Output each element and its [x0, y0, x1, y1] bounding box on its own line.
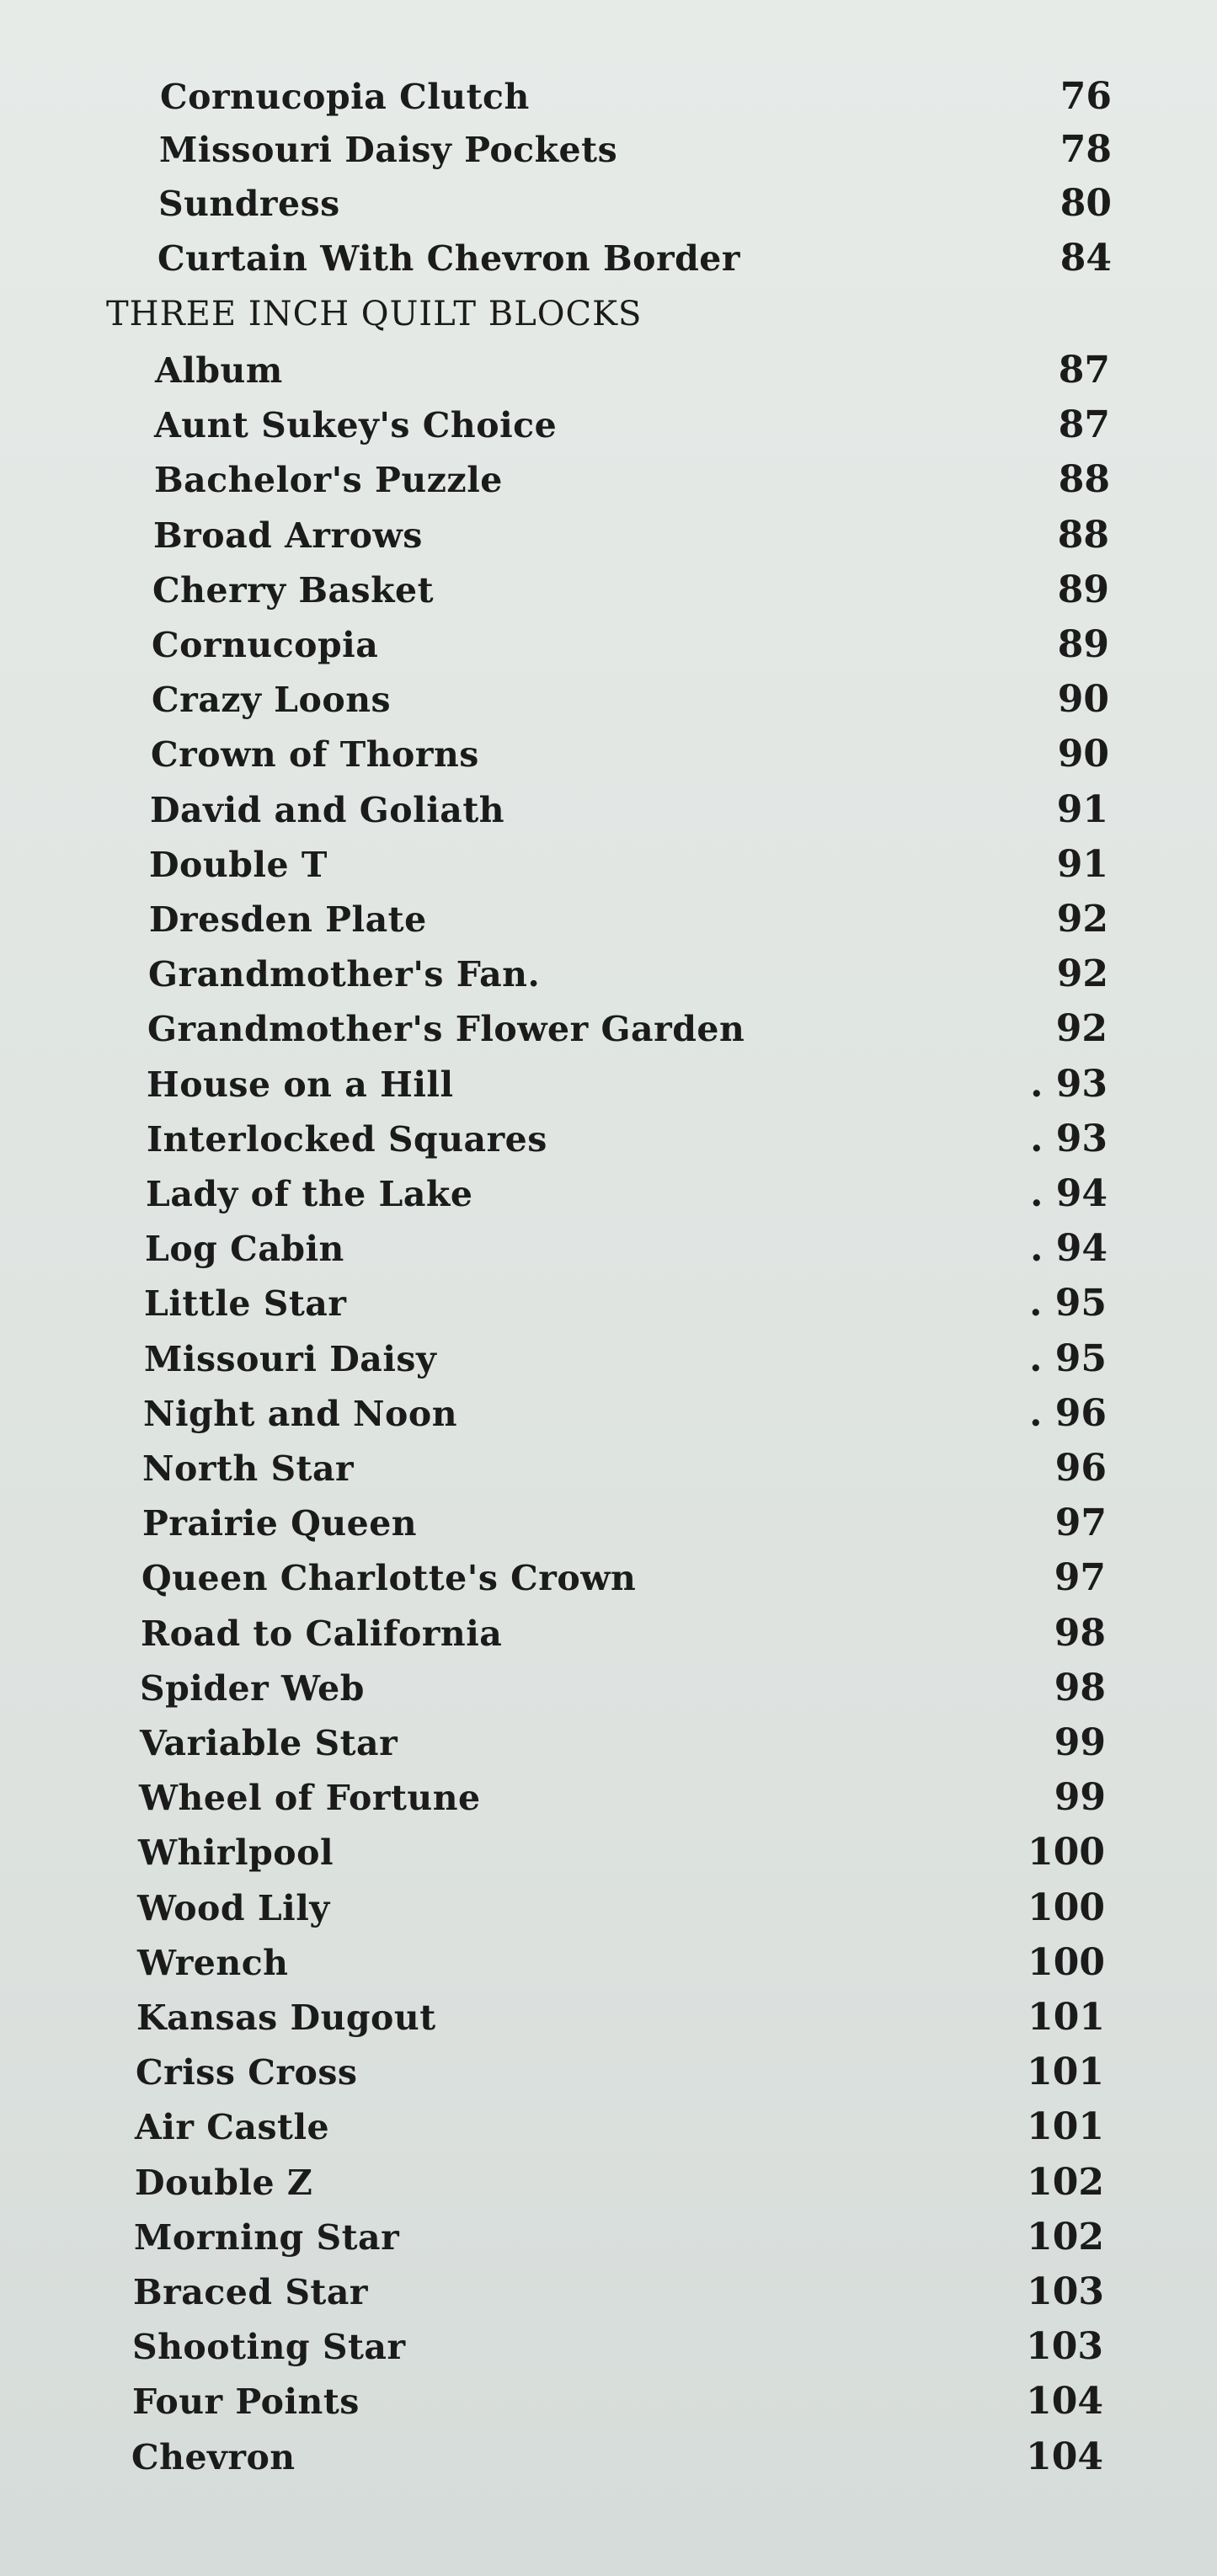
toc-entry: [0, 1883, 1217, 1933]
toc-entry-page: 100: [1028, 1941, 1105, 1984]
toc-entry-page: 89: [1057, 623, 1109, 666]
toc-entry-page: 103: [1026, 2325, 1103, 2368]
toc-entry-title: Grandmother's Flower Garden: [147, 1009, 745, 1049]
toc-entry: [0, 1334, 1217, 1384]
toc-entry: [0, 125, 1217, 175]
toc-entry-title: Aunt Sukey's Choice: [154, 405, 558, 445]
toc-entry-page: . 93: [1030, 1117, 1108, 1160]
toc-entry: [0, 2322, 1217, 2372]
toc-entry: [0, 2157, 1217, 2208]
toc-entry-title: Prairie Queen: [142, 1503, 418, 1544]
toc-entry-page: 98: [1054, 1667, 1106, 1709]
toc-entry-title: Dresden Plate: [149, 899, 427, 940]
toc-entry-title: Curtain With Chevron Border: [157, 238, 740, 279]
toc-entry-title: North Star: [142, 1448, 355, 1489]
toc-entry: [0, 2432, 1217, 2483]
toc-entry-title: Log Cabin: [145, 1229, 344, 1269]
toc-entry-page: 100: [1028, 1886, 1105, 1929]
toc-entry-title: Chevron: [131, 2437, 296, 2477]
toc-entry: [0, 1004, 1217, 1054]
toc-entry-title: Night and Noon: [143, 1394, 458, 1434]
toc-entry-title: Double Z: [135, 2163, 313, 2203]
toc-entry-page: 76: [1060, 75, 1112, 118]
toc-entry-title: Missouri Daisy Pockets: [159, 130, 618, 170]
toc-entry: [0, 840, 1217, 890]
toc-entry-page: 92: [1055, 1007, 1108, 1050]
toc-entry: [0, 620, 1217, 670]
toc-entry-page: 101: [1027, 2051, 1104, 2093]
toc-entry: [0, 510, 1217, 561]
toc-entry-page: 80: [1060, 182, 1112, 225]
toc-entry-title: Cornucopia Clutch: [160, 77, 530, 117]
toc-entry-page: 92: [1056, 952, 1108, 995]
toc-entry-title: Interlocked Squares: [147, 1119, 547, 1160]
toc-entry-title: Variable Star: [140, 1723, 398, 1763]
toc-entry: [0, 1773, 1217, 1823]
toc-entry-title: Little Star: [144, 1283, 347, 1324]
toc-entry: [0, 2047, 1217, 2098]
toc-entry-page: 88: [1058, 458, 1110, 501]
toc-entry-page: 103: [1027, 2270, 1104, 2313]
toc-entry: [0, 455, 1217, 505]
toc-entry: [0, 345, 1217, 396]
toc-entry-page: 97: [1054, 1556, 1106, 1599]
toc-entry-page: 104: [1026, 2435, 1103, 2478]
toc-entry-title: Crown of Thorns: [151, 734, 479, 775]
toc-entry: [0, 1498, 1217, 1549]
section-heading: THREE INCH QUILT BLOCKS: [106, 295, 643, 333]
toc-entry-page: 102: [1027, 2161, 1104, 2204]
toc-entry: [0, 72, 1217, 122]
toc-entry-page: 96: [1054, 1447, 1107, 1490]
toc-entry-title: Kansas Dugout: [136, 1997, 436, 2038]
toc-entry-title: Spider Web: [140, 1668, 365, 1709]
toc-entry: [0, 1224, 1217, 1274]
toc-entry-page: 92: [1056, 898, 1108, 941]
toc-entry: [0, 1938, 1217, 1988]
toc-entry: [0, 1059, 1217, 1110]
toc-entry: [0, 894, 1217, 945]
toc-entry-page: . 94: [1030, 1172, 1108, 1215]
toc-entry-page: . 93: [1030, 1063, 1108, 1106]
toc-entry-title: David and Goliath: [150, 790, 505, 830]
toc-entry: [0, 1114, 1217, 1165]
toc-entry: [0, 1389, 1217, 1439]
toc-entry-page: 90: [1057, 678, 1109, 721]
toc-entry: [0, 1663, 1217, 1714]
toc-entry: [0, 1278, 1217, 1329]
toc-entry-title: Double T: [149, 845, 328, 885]
toc-entry: [0, 949, 1217, 1000]
toc-entry-page: 78: [1060, 128, 1112, 171]
toc-entry-page: 101: [1028, 1996, 1105, 2039]
toc-entry-page: 89: [1057, 568, 1109, 611]
toc-entry-title: Wood Lily: [137, 1888, 330, 1928]
toc-entry-title: Broad Arrows: [153, 515, 423, 556]
toc-entry-title: Lady of the Lake: [146, 1174, 473, 1214]
toc-entry: [0, 400, 1217, 451]
toc-entry-title: Whirlpool: [138, 1832, 334, 1873]
toc-entry-title: Grandmother's Fan.: [148, 954, 541, 995]
toc-entry-page: 91: [1056, 788, 1108, 831]
toc-entry: [0, 1992, 1217, 2043]
toc-entry-page: 98: [1054, 1612, 1106, 1655]
toc-entry-page: 87: [1058, 403, 1110, 446]
toc-entry: [0, 1443, 1217, 1494]
toc-entry-page: . 95: [1029, 1282, 1107, 1325]
toc-entry-page: . 96: [1029, 1392, 1107, 1435]
toc-entry: [0, 1608, 1217, 1659]
toc-entry-title: Crazy Loons: [152, 680, 392, 720]
toc-entry-title: Air Castle: [135, 2107, 330, 2147]
toc-entry-title: House on a Hill: [147, 1064, 454, 1105]
toc-entry: [0, 565, 1217, 616]
toc-entry-title: Bachelor's Puzzle: [154, 460, 503, 500]
toc-entry-title: Braced Star: [133, 2272, 369, 2312]
toc-entry-page: . 94: [1030, 1227, 1108, 1270]
toc-entry-title: Wheel of Fortune: [139, 1778, 481, 1818]
toc-entry-page: 102: [1027, 2216, 1104, 2259]
toc-entry: [0, 1553, 1217, 1603]
toc-entry: [0, 233, 1217, 284]
toc-entry-page: 90: [1057, 733, 1109, 776]
toc-entry-page: 91: [1056, 843, 1108, 886]
toc-entry-page: 100: [1028, 1831, 1105, 1874]
toc-entry-page: 101: [1027, 2105, 1104, 2148]
toc-entry-page: 99: [1054, 1721, 1106, 1764]
toc-entry-page: 84: [1060, 237, 1112, 280]
toc-entry-page: 104: [1026, 2380, 1103, 2423]
toc-entry-title: Four Points: [132, 2381, 360, 2422]
toc-entry-title: Cornucopia: [152, 625, 379, 665]
toc-entry-title: Wrench: [137, 1943, 289, 1983]
toc-entry: [0, 2267, 1217, 2317]
toc-entry-page: . 95: [1029, 1337, 1107, 1380]
toc-entry: [0, 2212, 1217, 2263]
toc-entry: [0, 675, 1217, 725]
toc-entry-page: 97: [1054, 1501, 1107, 1544]
toc-entry: [0, 1827, 1217, 1878]
toc-entry-page: 87: [1058, 349, 1110, 392]
toc-entry-title: Album: [155, 350, 283, 391]
toc-entry-title: Road to California: [141, 1613, 503, 1654]
toc-entry: [0, 1718, 1217, 1768]
toc-entry-title: Shooting Star: [132, 2327, 406, 2367]
toc-entry-page: 88: [1057, 514, 1109, 557]
toc-entry-title: Sundress: [158, 184, 340, 224]
toc-entry: [0, 2376, 1217, 2427]
toc-entry-title: Missouri Daisy: [144, 1339, 437, 1379]
toc-entry: [0, 2102, 1217, 2152]
toc-entry: [0, 1169, 1217, 1219]
toc-entry-title: Cherry Basket: [152, 570, 435, 611]
toc-entry: [0, 729, 1217, 780]
toc-entry: [0, 179, 1217, 229]
toc-entry-title: Criss Cross: [136, 2052, 358, 2093]
toc-entry-title: Morning Star: [134, 2217, 400, 2258]
toc-entry: [0, 785, 1217, 835]
toc-entry-page: 99: [1054, 1776, 1106, 1819]
toc-entry-title: Queen Charlotte's Crown: [141, 1558, 637, 1598]
